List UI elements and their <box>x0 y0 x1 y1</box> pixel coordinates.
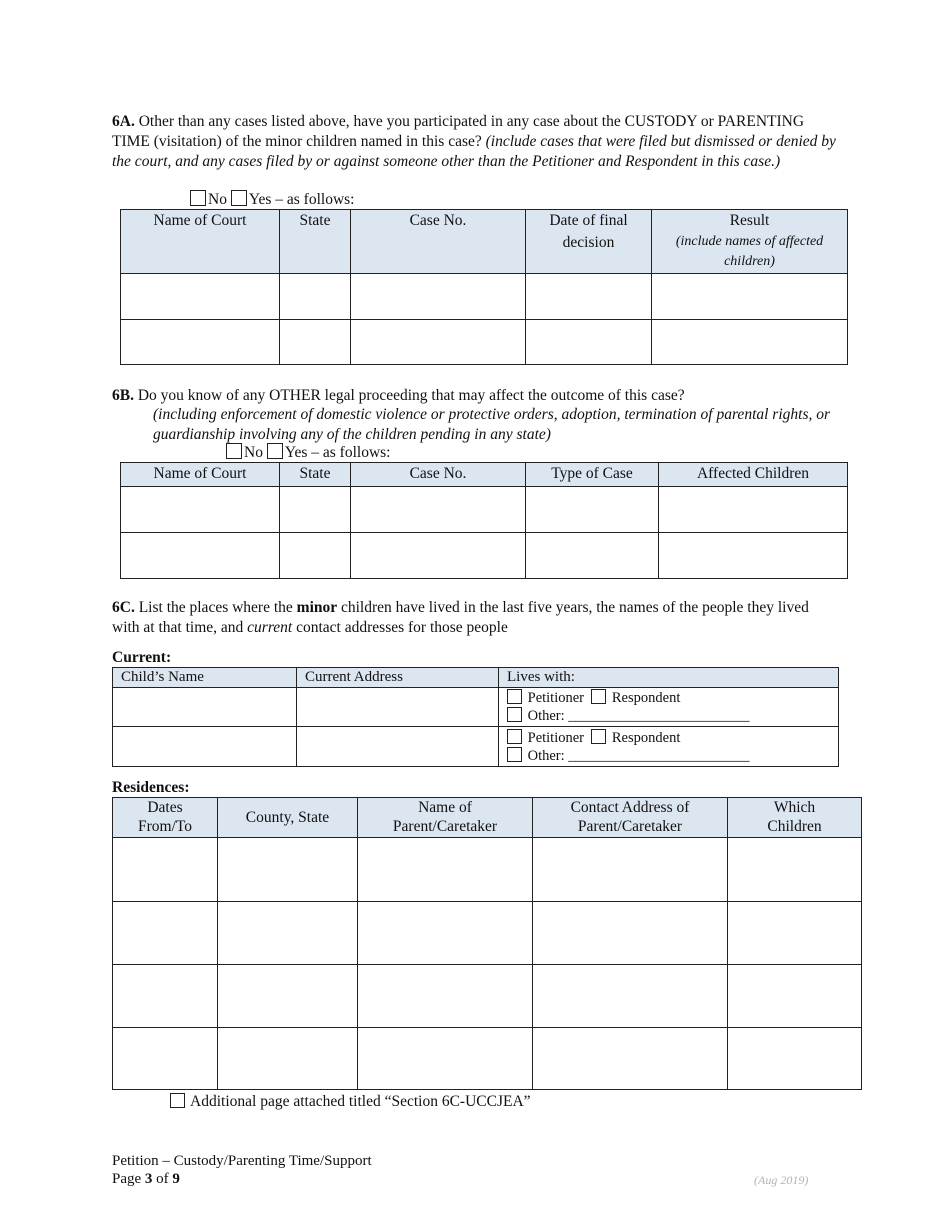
table-cell[interactable] <box>533 1028 728 1090</box>
table-cell[interactable] <box>358 838 533 902</box>
table-cell[interactable] <box>358 965 533 1028</box>
section-6c-text-bold: minor <box>296 599 338 616</box>
respondent-checkbox[interactable] <box>591 689 606 704</box>
col-state: State <box>280 210 351 274</box>
table-cell[interactable] <box>652 320 848 365</box>
table-cell[interactable] <box>659 533 848 579</box>
col-parent-name: Name of Parent/Caretaker <box>358 798 533 838</box>
table-cell[interactable] <box>659 487 848 533</box>
table-cell[interactable] <box>121 274 280 320</box>
col-current-address: Current Address <box>297 668 499 688</box>
petitioner-label: Petitioner <box>527 690 585 706</box>
petitioner-checkbox[interactable] <box>507 729 522 744</box>
col-name-of-court: Name of Court <box>121 210 280 274</box>
respondent-label: Respondent <box>611 729 681 746</box>
col-result <box>652 210 848 274</box>
table-cell[interactable] <box>113 688 297 727</box>
table-cell[interactable] <box>533 902 728 965</box>
col-case-no: Case No. <box>351 210 526 274</box>
section-6c-number: 6C. <box>112 599 135 616</box>
table-cell[interactable] <box>121 487 280 533</box>
table-cell[interactable] <box>121 320 280 365</box>
petitioner-checkbox[interactable] <box>507 689 522 704</box>
col-result-note: (include names of affected children) <box>675 234 824 269</box>
page-prefix: Page <box>112 1171 142 1187</box>
table-cell[interactable] <box>113 965 218 1028</box>
table-cell[interactable] <box>280 320 351 365</box>
section-6a-no-label: No <box>208 191 227 208</box>
col-which-children: Which Children <box>728 798 862 838</box>
respondent-label: Respondent <box>611 690 681 706</box>
section-6b-no-checkbox[interactable] <box>226 443 242 459</box>
table-cell[interactable] <box>218 902 358 965</box>
table-cell[interactable] <box>218 1028 358 1090</box>
table-cell[interactable] <box>113 1028 218 1090</box>
col-child-name: Child’s Name <box>113 668 297 688</box>
section-6b-number: 6B. <box>112 387 134 404</box>
table-cell[interactable] <box>652 274 848 320</box>
table-cell[interactable] <box>218 838 358 902</box>
lives-with-cell <box>499 727 839 767</box>
respondent-checkbox[interactable] <box>591 729 606 744</box>
col-county-state: County, State <box>218 798 358 838</box>
col-case-no: Case No. <box>351 463 526 487</box>
page-of: of <box>156 1171 169 1187</box>
col-state: State <box>280 463 351 487</box>
table-cell[interactable] <box>533 838 728 902</box>
other-label: Other: _________________________ <box>527 708 750 724</box>
table-cell[interactable] <box>280 274 351 320</box>
col-result-label: Result <box>729 212 770 229</box>
col-dates: Dates From/To <box>113 798 218 838</box>
col-type-of-case: Type of Case <box>526 463 659 487</box>
table-cell[interactable] <box>297 688 499 727</box>
table-cell[interactable] <box>526 487 659 533</box>
section-6b-no-label: No <box>244 444 263 461</box>
section-6c-question <box>112 598 837 638</box>
table-cell[interactable] <box>113 902 218 965</box>
form-date: (Aug 2019) <box>754 1173 809 1187</box>
table-cell[interactable] <box>218 965 358 1028</box>
table-cell[interactable] <box>526 320 652 365</box>
section-6b-yes-label: Yes – as follows: <box>284 444 391 461</box>
residences-table <box>112 797 862 1090</box>
table-cell[interactable] <box>358 902 533 965</box>
table-cell[interactable] <box>297 727 499 767</box>
page-number: 3 <box>144 1171 153 1187</box>
table-cell[interactable] <box>351 487 526 533</box>
table-cell[interactable] <box>533 965 728 1028</box>
section-6a-table <box>120 209 848 365</box>
footer-title: Petition – Custody/Parenting Time/Support <box>112 1153 372 1169</box>
col-contact-address: Contact Address of Parent/Caretaker <box>533 798 728 838</box>
table-cell[interactable] <box>121 533 280 579</box>
table-cell[interactable] <box>728 965 862 1028</box>
table-cell[interactable] <box>728 1028 862 1090</box>
additional-page-label: Additional page attached titled “Section 6C-UCCJEA” <box>190 1093 531 1110</box>
section-6c-text-b: children have lived in the last five years, the names of the people they lived with at that time, and <box>112 599 809 636</box>
page-total: 9 <box>172 1171 180 1187</box>
footer-page <box>112 1170 180 1188</box>
table-cell[interactable] <box>113 838 218 902</box>
other-checkbox[interactable] <box>507 707 522 722</box>
other-label: Other: _________________________ <box>527 747 750 764</box>
section-6b-yes-checkbox[interactable] <box>267 443 283 459</box>
section-6a-number: 6A. <box>112 113 135 130</box>
current-heading: Current: <box>112 649 172 666</box>
section-6a-question <box>112 112 842 172</box>
table-cell[interactable] <box>358 1028 533 1090</box>
table-cell[interactable] <box>526 274 652 320</box>
residences-heading: Residences: <box>112 779 190 796</box>
table-cell[interactable] <box>113 727 297 767</box>
section-6b-text: Do you know of any OTHER legal proceeding that may affect the outcome of this case? <box>137 387 685 404</box>
table-cell[interactable] <box>526 533 659 579</box>
section-6a-no-checkbox[interactable] <box>190 190 206 206</box>
col-name-of-court: Name of Court <box>121 463 280 487</box>
col-affected-children: Affected Children <box>659 463 848 487</box>
additional-page-checkbox[interactable] <box>170 1093 185 1108</box>
petitioner-label: Petitioner <box>527 729 585 746</box>
table-cell[interactable] <box>280 533 351 579</box>
section-6b-question <box>112 386 832 406</box>
section-6c-text-a: List the places where the <box>138 599 293 616</box>
table-cell[interactable] <box>351 320 526 365</box>
table-cell[interactable] <box>728 902 862 965</box>
section-6a-yes-checkbox[interactable] <box>231 190 247 206</box>
section-6b-table <box>120 462 848 579</box>
lives-with-cell <box>499 688 839 727</box>
section-6a-note: (include cases that were filed but dismissed or denied by the court, and any cases filed by or against someone other than the Petitioner and Respondent in this case.) <box>112 133 836 170</box>
section-6c-text-c: contact addresses for those people <box>296 619 508 636</box>
section-6b-answer <box>226 443 390 463</box>
table-cell[interactable] <box>351 274 526 320</box>
section-6a-text: Other than any cases listed above, have you participated in any case about the CUSTODY or PARENTING TIME (visitation) of the minor children named in this case? <box>112 113 805 150</box>
additional-page-row <box>170 1092 531 1112</box>
section-6b-note: (including enforcement of domestic violence or protective orders, adoption, termination of parental rights, or guardianship involving any of the children pending in any state) <box>153 406 831 443</box>
section-6a-yes-label: Yes – as follows: <box>248 191 355 208</box>
section-6a-answer <box>190 190 354 210</box>
current-table <box>112 667 839 767</box>
table-cell[interactable] <box>280 487 351 533</box>
table-cell[interactable] <box>351 533 526 579</box>
col-date-final-decision: Date of final decision <box>526 210 652 274</box>
section-6c-text-italic: current <box>247 619 293 636</box>
col-lives-with: Lives with: <box>499 668 839 688</box>
other-checkbox[interactable] <box>507 747 522 762</box>
table-cell[interactable] <box>728 838 862 902</box>
